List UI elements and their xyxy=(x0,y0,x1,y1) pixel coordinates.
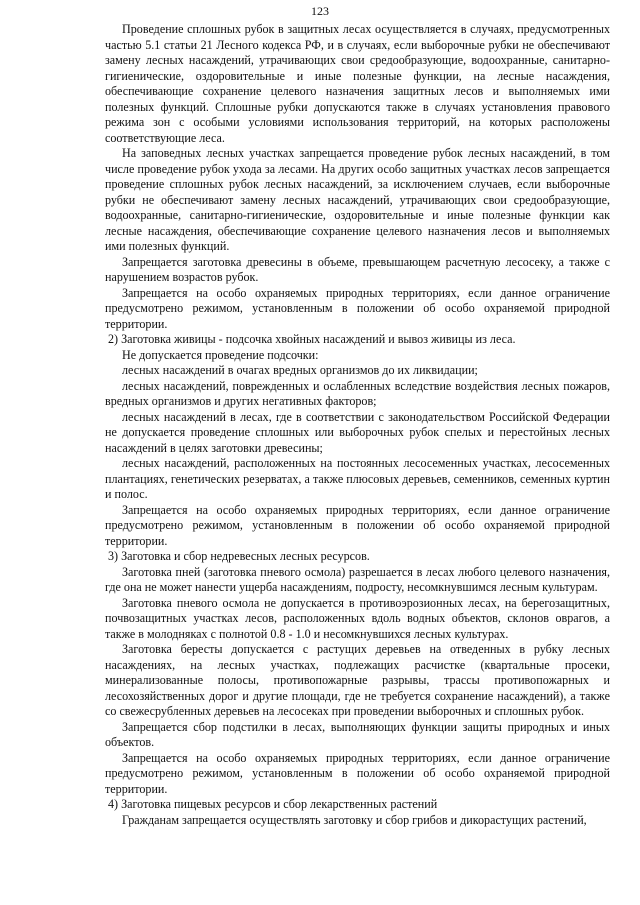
paragraph: Запрещается на особо охраняемых природных территориях, если данное ограничение предусмотрено режимом, установленным в положении об особо охраняемой природной территории. xyxy=(105,502,610,548)
paragraph: Не допускается проведение подсочки: xyxy=(122,347,319,362)
paragraph: Заготовка пней (заготовка пневого осмола) разрешается в лесах любого целевого назначения, где она не может нанести ущерба насаждениям, подросту, несомкнувшимся лесным культурам. xyxy=(105,564,610,594)
paragraph: Запрещается сбор подстилки в лесах, выполняющих функции защиты природных и иных объектов. xyxy=(105,719,610,749)
paragraph: На заповедных лесных участках запрещается проведение рубок лесных насаждений, в том числе проведение рубок ухода за лесами. На других особо защитных участках лесов запрещается проведение сплошных рубок лесных насаждений, за исключением случаев, если выборочные рубки не обеспечивают замену лесных насаждений, утрачивающих свои средообразующие, водоохранные, санитарно-гигиенические, оздоровительные и иные полезные функции как лесные насаждения, обеспечивающие сохранение целевого назначения лесов и выполняемых ими полезных функций. xyxy=(105,146,610,253)
paragraph: Запрещается на особо охраняемых природных территориях, если данное ограничение предусмотрено режимом, установленным в положении об особо охраняемой природной территории. xyxy=(105,285,610,331)
list-item: лесных насаждений в очагах вредных организмов до их ликвидации; xyxy=(122,363,478,377)
list-item: лесных насаждений, расположенных на постоянных лесосеменных участках, лесосеменных плантациях, генетических резерватах, а также плюсовых деревьев, семенников, семенных куртин и полос. xyxy=(105,456,610,501)
paragraph: Запрещается заготовка древесины в объеме, превышающем расчетную лесосеку, а также с нарушением возрастов рубок. xyxy=(105,254,610,284)
document-body xyxy=(105,22,610,828)
paragraph: Заготовка пневого осмола не допускается в противоэрозионных лесах, на берегозащитных, почвозащитных участках лесов, расположенных вдоль водных объектов, склонов оврагов, а также в молодняках с полнотой 0.8 - 1.0 и несомкнувшихся лесных культурах. xyxy=(105,595,610,641)
paragraph: Проведение сплошных рубок в защитных лесах осуществляется в случаях, предусмотренных частью 5.1 статьи 21 Лесного кодекса РФ, и в случаях, если выборочные рубки не обеспечивают замену лесных насаждений, утрачивающих свои средообразующие, водоохранные, санитарно-гигиенические, оздоровительные и иные полезные функции, на лесные насаждения, обеспечивающие сохранение целевого назначения защитных лесов и выполняемых ими полезных функций. Сплошные рубки допускаются также в случаях установления правового режима зон с особыми условиями использования территорий, на которых расположены соответствующие леса. xyxy=(105,22,610,145)
section-heading: 3) Заготовка и сбор недревесных лесных ресурсов. xyxy=(108,549,370,563)
section-heading: 4) Заготовка пищевых ресурсов и сбор лекарственных растений xyxy=(108,797,438,811)
list-item: лесных насаждений в лесах, где в соответствии с законодательством Российской Федерации не допускается проведение сплошных или выборочных рубок спелых и перестойных лесных насаждений в целях заготовки древесины; xyxy=(105,409,610,455)
paragraph: Запрещается на особо охраняемых природных территориях, если данное ограничение предусмотрено режимом, установленным в положении об особо охраняемой природной территории. xyxy=(105,750,610,796)
section-heading: 2) Заготовка живицы - подсочка хвойных насаждений и вывоз живицы из леса. xyxy=(108,332,516,346)
paragraph: Заготовка бересты допускается с растущих деревьев на отведенных в рубку лесных насаждениях, на лесных участках, подлежащих расчистке (квартальные просеки, минерализованные полосы, противопожарные разрывы, трассы противопожарных и лесохозяйственных дорог и другие площади, где не требуется сохранение насаждений), а также со свежесрубленных деревьев на лесосеках при проведении выборочных и сплошных рубок. xyxy=(105,642,610,718)
paragraph: Гражданам запрещается осуществлять заготовку и сбор грибов и дикорастущих растений, xyxy=(122,812,587,827)
page-number: 123 xyxy=(311,4,329,18)
list-item: лесных насаждений, поврежденных и ослабленных вследствие воздействия лесных пожаров, вредных организмов и других негативных факторов; xyxy=(105,378,610,408)
